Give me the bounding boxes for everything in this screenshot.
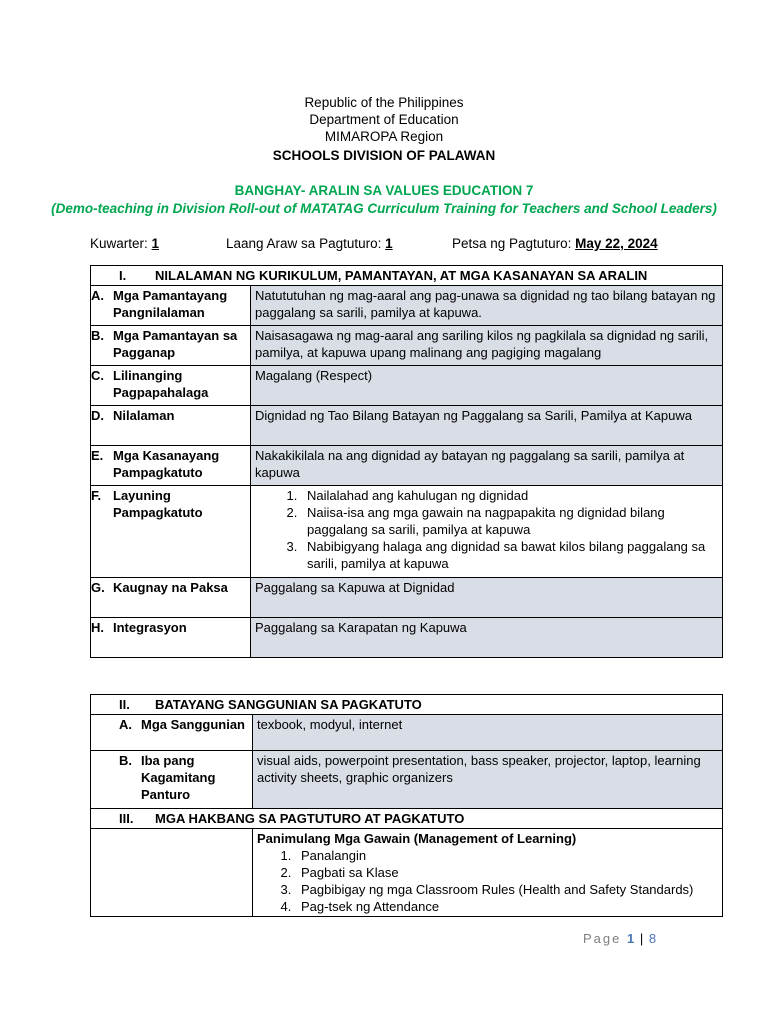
lesson-plan-subtitle: (Demo-teaching in Division Roll-out of MATATAG Curriculum Training for Teachers and School Leaders) [51, 201, 717, 216]
header-department: Department of Education [309, 112, 459, 127]
row-label [91, 446, 251, 486]
row-value: Natututuhan ng mag-aaral ang pag-unawa sa dignidad ng tao bilang batayan ng paggalang sa sarili, pamilya at kapuwa. [251, 286, 723, 326]
laang-araw-value: 1 [385, 236, 393, 251]
row-letter: H. [91, 620, 104, 635]
petsa-field [452, 236, 658, 251]
row-letter: C. [91, 368, 104, 383]
section1-number: I. [119, 268, 127, 283]
lesson-plan-title: BANGHAY- ARALIN SA VALUES EDUCATION 7 [234, 183, 534, 198]
section2-number: II. [119, 697, 130, 712]
row-label [91, 751, 253, 809]
section3-subheading: Panimulang Mga Gawain (Management of Learning) [257, 831, 577, 846]
row-value: Nakakikilala na ang dignidad ay batayan ng paggalang sa sarili, pamilya at kapuwa [251, 446, 723, 486]
row-label [91, 326, 251, 366]
list-item: 4. Pag-tsek ng Attendance [295, 898, 718, 915]
row-value: Naisasagawa ng mag-aaral ang sariling kilos ng pagkilala sa dignidad ng sarili, pamilya, at kapuwa upang malinang ang pagiging magalang [251, 326, 723, 366]
row-label [91, 406, 251, 446]
row-label-text: Mga Pamantayang Pangnilalaman [113, 288, 228, 320]
row-label [91, 486, 251, 578]
header-region: MIMAROPA Region [324, 129, 444, 144]
row-value: Dignidad ng Tao Bilang Batayan ng Paggalang sa Sarili, Pamilya at Kapuwa [251, 406, 723, 446]
section3-number: III. [119, 811, 134, 826]
objectives-list [255, 487, 718, 572]
kuwarter-field [90, 236, 159, 251]
row-letter: B. [119, 753, 132, 768]
page-footer [583, 931, 656, 946]
list-item: 3. Nabibigyang halaga ang dignidad sa bawat kilos bilang paggalang sa sarili, pamilya at kapuwa [301, 538, 718, 572]
row-value: Paggalang sa Kapuwa at Dignidad [251, 578, 723, 618]
list-item: 1. Panalangin [295, 847, 718, 864]
row-value: visual aids, powerpoint presentation, bass speaker, projector, laptop, learning activity sheets, graphic organizers [253, 751, 723, 809]
row-letter: E. [91, 448, 104, 463]
row-letter: B. [91, 328, 104, 343]
row-label [91, 715, 253, 751]
laang-araw-field [226, 236, 393, 251]
list-item: 3. Pagbibigay ng mga Classroom Rules (Health and Safety Standards) [295, 881, 718, 898]
section2-table [90, 694, 723, 917]
section1-table [90, 265, 723, 658]
activities-list [257, 847, 718, 915]
row-value: Paggalang sa Karapatan ng Kapuwa [251, 618, 723, 658]
row-label [91, 286, 251, 326]
row-label-text: Iba pang Kagamitang Panturo [141, 753, 216, 802]
section1-title: NILALAMAN NG KURIKULUM, PAMANTAYAN, AT MGA KASANAYAN SA ARALIN [155, 268, 648, 283]
section1-heading [91, 266, 723, 286]
petsa-value: May 22, 2024 [575, 236, 658, 251]
kuwarter-label: Kuwarter: [90, 236, 148, 251]
row-letter: A. [91, 288, 104, 303]
objectives-cell [251, 486, 723, 578]
section3-empty-cell [91, 829, 253, 917]
petsa-label: Petsa ng Pagtuturo: [452, 236, 572, 251]
row-label [91, 618, 251, 658]
row-letter: A. [119, 717, 132, 732]
section3-title: MGA HAKBANG SA PAGTUTURO AT PAGKATUTO [155, 811, 465, 826]
laang-araw-label: Laang Araw sa Pagtuturo: [226, 236, 382, 251]
page-separator: | [639, 931, 644, 946]
section3-heading [91, 809, 723, 829]
row-label-text: Lilinanging Pagpapahalaga [113, 368, 209, 400]
row-label [91, 366, 251, 406]
header-republic: Republic of the Philippines [304, 95, 464, 110]
row-label-text: Layuning Pampagkatuto [113, 488, 203, 520]
list-item: 2. Pagbati sa Klase [295, 864, 718, 881]
page-word: Page [583, 931, 622, 946]
row-label-text: Mga Sanggunian [141, 717, 245, 732]
row-label-text: Mga Kasanayang Pampagkatuto [113, 448, 220, 480]
header-division: SCHOOLS DIVISION OF PALAWAN [272, 148, 496, 163]
row-letter: G. [91, 580, 105, 595]
row-value: Magalang (Respect) [251, 366, 723, 406]
row-letter: F. [91, 488, 102, 503]
page-number: 1 [627, 931, 635, 946]
section2-heading [91, 695, 723, 715]
row-label-text: Nilalaman [113, 408, 175, 423]
section3-content-cell [253, 829, 723, 917]
row-label-text: Mga Pamantayan sa Pagganap [113, 328, 238, 360]
list-item: 1. Nailalahad ang kahulugan ng dignidad [301, 487, 718, 504]
kuwarter-value: 1 [151, 236, 160, 251]
row-value: texbook, modyul, internet [253, 715, 723, 751]
row-letter: D. [91, 408, 104, 423]
row-label-text: Kaugnay na Paksa [113, 580, 228, 595]
list-item: 2. Naiisa-isa ang mga gawain na nagpapakita ng dignidad bilang paggalang sa sarili, pamilya at kapuwa [301, 504, 718, 538]
section2-title: BATAYANG SANGGUNIAN SA PAGKATUTO [155, 697, 422, 712]
row-label [91, 578, 251, 618]
row-label-text: Integrasyon [113, 620, 187, 635]
page-total: 8 [648, 931, 657, 946]
